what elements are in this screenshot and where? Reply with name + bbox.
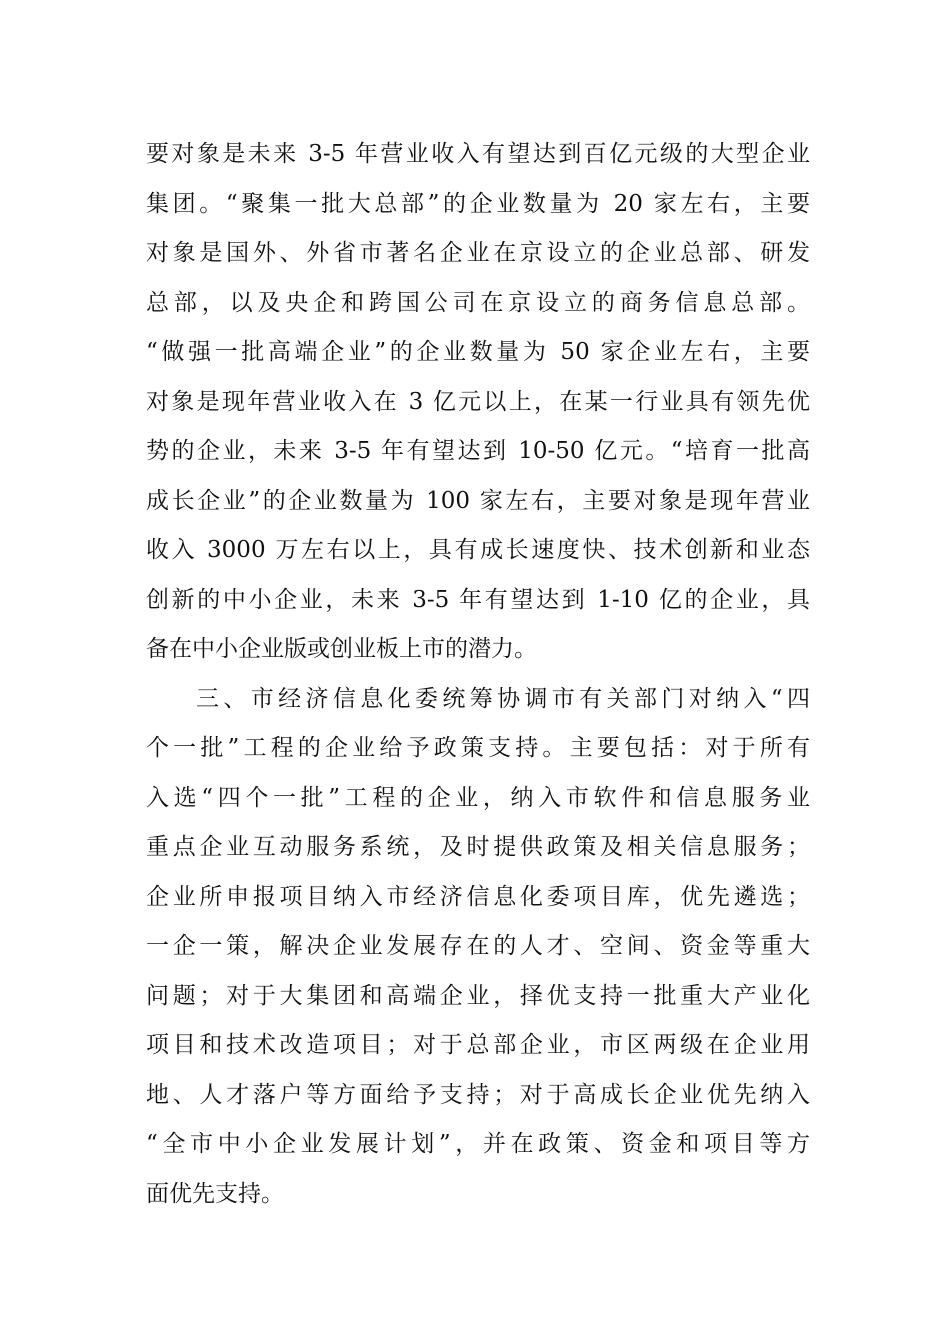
text-line-2: 集团。“聚集一批大总部”的企业数量为 20 家左右，主要 — [146, 190, 810, 217]
text-line-11: 备在中小企业版或创业板上市的潜力。 — [146, 636, 537, 662]
text-line-22: 面优先支持。 — [146, 1180, 284, 1207]
text-line-14: 入选“四个一批”工程的企业，纳入市软件和信息服务业 — [146, 784, 810, 811]
document-body — [146, 130, 810, 1219]
text-line-10: 创新的中小企业，未来 3-5 年有望达到 1-10 亿的企业，具 — [146, 586, 810, 613]
text-line-7: 势的企业，未来 3-5 年有望达到 10-50 亿元。“培育一批高 — [146, 438, 810, 464]
text-line-1: 要对象是未来 3-5 年营业收入有望达到百亿元级的大型企业 — [146, 141, 810, 167]
text-line-19: 项目和技术改造项目；对于总部企业，市区两级在企业用 — [146, 1032, 810, 1058]
text-line-6: 对象是现年营业收入在 3 亿元以上，在某一行业具有领先优 — [146, 388, 810, 415]
text-line-8: 成长企业”的企业数量为 100 家左右，主要对象是现年营业 — [146, 487, 810, 514]
text-line-12: 三、市经济信息化委统筹协调市有关部门对纳入“四 — [196, 685, 810, 712]
text-line-9: 收入 3000 万左右以上，具有成长速度快、技术创新和业态 — [146, 537, 810, 563]
text-line-18: 问题；对于大集团和高端企业，择优支持一批重大产业化 — [146, 982, 810, 1009]
text-line-4: 总部，以及央企和跨国公司在京设立的商务信息总部。 — [146, 289, 810, 316]
text-line-15: 重点企业互动服务系统，及时提供政策及相关信息服务； — [146, 834, 810, 860]
text-line-3: 对象是国外、外省市著名企业在京设立的企业总部、研发 — [146, 240, 810, 266]
text-line-13: 个一批”工程的企业给予政策支持。主要包括：对于所有 — [146, 735, 810, 761]
text-line-21: “全市中小企业发展计划”，并在政策、资金和项目等方 — [146, 1131, 810, 1157]
text-line-20: 地、人才落户等方面给予支持；对于高成长企业优先纳入 — [146, 1081, 810, 1108]
text-line-17: 一企一策，解决企业发展存在的人才、空间、资金等重大 — [146, 933, 810, 959]
text-line-16: 企业所申报项目纳入市经济信息化委项目库，优先遴选； — [146, 883, 810, 910]
text-line-5: “做强一批高端企业”的企业数量为 50 家企业左右，主要 — [146, 339, 810, 365]
